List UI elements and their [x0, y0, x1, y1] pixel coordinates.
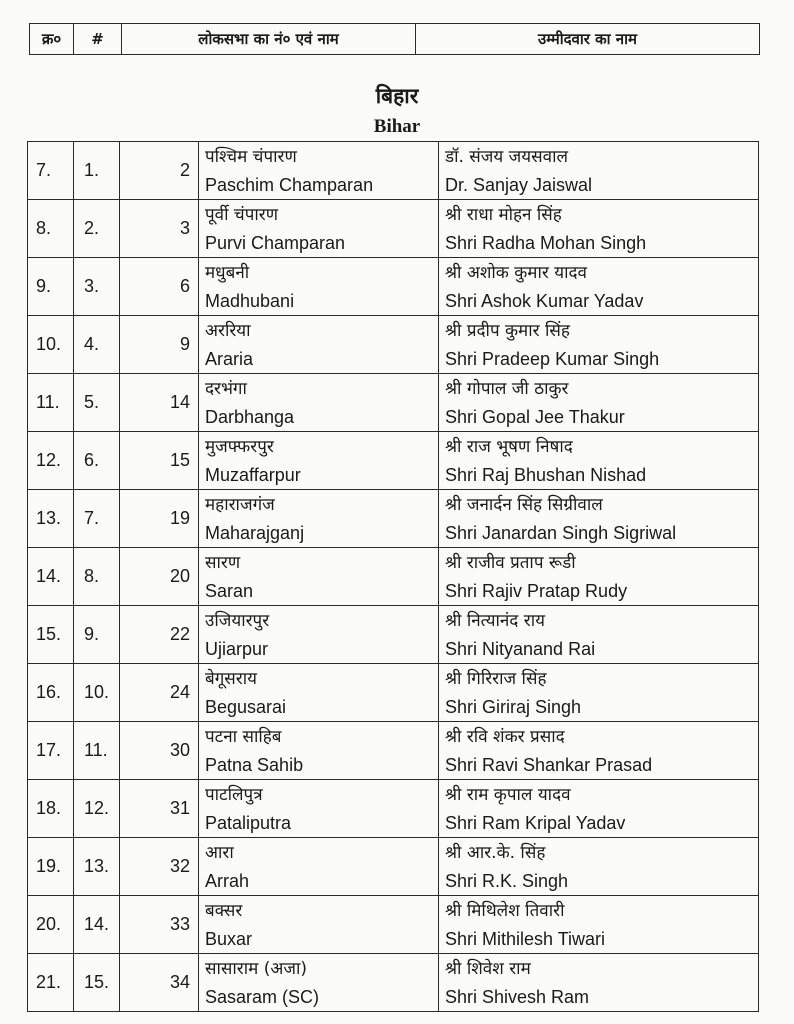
- serial-number: 12.: [28, 432, 74, 490]
- table-row: [28, 896, 759, 954]
- candidate-name-english: Shri Pradeep Kumar Singh: [445, 348, 660, 369]
- candidate-name-english: Shri Giriraj Singh: [445, 696, 582, 717]
- state-title-hindi: बिहार: [375, 84, 419, 108]
- constituency-cell: [199, 896, 439, 954]
- table-row: [28, 374, 759, 432]
- table-row: [28, 780, 759, 838]
- serial-number: 13.: [28, 490, 74, 548]
- table-row: [28, 432, 759, 490]
- candidate-cell: [439, 548, 759, 606]
- table-row: [28, 954, 759, 1012]
- candidate-name-english: Shri Radha Mohan Singh: [445, 232, 647, 253]
- party-serial: 1.: [74, 142, 120, 200]
- candidate-name-english: Shri Rajiv Pratap Rudy: [445, 580, 628, 601]
- candidate-cell: [439, 142, 759, 200]
- candidate-table: [27, 141, 759, 1012]
- column-header-table: [29, 23, 760, 55]
- candidate-name-english: Shri Ravi Shankar Prasad: [445, 754, 653, 775]
- candidate-name-hindi: श्री प्रदीप कुमार सिंह: [445, 320, 570, 341]
- constituency-name-english: Buxar: [205, 928, 253, 949]
- party-serial: 2.: [74, 200, 120, 258]
- constituency-number: 34: [120, 954, 199, 1012]
- header-hash: #: [74, 24, 122, 55]
- constituency-cell: [199, 374, 439, 432]
- constituency-name-hindi: महाराजगंज: [205, 494, 275, 515]
- candidate-cell: [439, 258, 759, 316]
- constituency-name-hindi: पूर्वी चंपारण: [205, 204, 279, 225]
- table-row: [28, 722, 759, 780]
- serial-number: 20.: [28, 896, 74, 954]
- serial-number: 15.: [28, 606, 74, 664]
- candidate-cell: [439, 722, 759, 780]
- header-candidate: उम्मीदवार का नाम: [416, 24, 760, 55]
- constituency-cell: [199, 838, 439, 896]
- constituency-name-hindi: आरा: [205, 842, 234, 863]
- candidate-name-hindi: श्री नित्यानंद राय: [445, 610, 545, 631]
- constituency-number: 20: [120, 548, 199, 606]
- constituency-name-english: Pataliputra: [205, 812, 292, 833]
- serial-number: 16.: [28, 664, 74, 722]
- constituency-name-english: Sasaram (SC): [205, 986, 320, 1007]
- serial-number: 18.: [28, 780, 74, 838]
- constituency-name-hindi: पटना साहिब: [205, 726, 282, 747]
- constituency-number: 24: [120, 664, 199, 722]
- constituency-cell: [199, 548, 439, 606]
- constituency-name-hindi: बेगूसराय: [205, 668, 257, 689]
- serial-number: 9.: [28, 258, 74, 316]
- candidate-name-english: Shri Ashok Kumar Yadav: [445, 290, 644, 311]
- party-serial: 3.: [74, 258, 120, 316]
- constituency-name-hindi: सारण: [205, 552, 241, 573]
- candidate-table-body: [28, 142, 759, 1012]
- candidate-cell: [439, 316, 759, 374]
- constituency-name-hindi: दरभंगा: [205, 378, 247, 399]
- candidate-name-english: Shri Gopal Jee Thakur: [445, 406, 625, 427]
- constituency-number: 9: [120, 316, 199, 374]
- party-serial: 13.: [74, 838, 120, 896]
- state-title-english: Bihar: [373, 116, 421, 137]
- candidate-name-hindi: श्री राम कृपाल यादव: [445, 784, 571, 805]
- constituency-name-english: Begusarai: [205, 696, 287, 717]
- candidate-cell: [439, 432, 759, 490]
- party-serial: 14.: [74, 896, 120, 954]
- party-serial: 9.: [74, 606, 120, 664]
- candidate-name-english: Shri Nityanand Rai: [445, 638, 596, 659]
- candidate-name-hindi: श्री गिरिराज सिंह: [445, 668, 547, 689]
- candidate-name-hindi: श्री रवि शंकर प्रसाद: [445, 726, 565, 747]
- candidate-name-hindi: श्री मिथिलेश तिवारी: [445, 900, 565, 921]
- candidate-name-english: Dr. Sanjay Jaiswal: [445, 174, 593, 195]
- party-serial: 15.: [74, 954, 120, 1012]
- serial-number: 19.: [28, 838, 74, 896]
- constituency-name-english: Ujiarpur: [205, 638, 269, 659]
- constituency-cell: [199, 722, 439, 780]
- constituency-name-english: Arrah: [205, 870, 250, 891]
- constituency-name-hindi: पश्चिम चंपारण: [205, 146, 297, 167]
- constituency-name-english: Maharajganj: [205, 522, 305, 543]
- constituency-name-english: Patna Sahib: [205, 754, 304, 775]
- candidate-name-english: Shri Raj Bhushan Nishad: [445, 464, 647, 485]
- constituency-cell: [199, 954, 439, 1012]
- constituency-cell: [199, 490, 439, 548]
- constituency-name-hindi: बक्सर: [205, 900, 243, 921]
- candidate-name-hindi: श्री अशोक कुमार यादव: [445, 262, 587, 283]
- constituency-name-hindi: मुजफ्फरपुर: [205, 436, 274, 457]
- constituency-name-english: Saran: [205, 580, 254, 601]
- serial-number: 7.: [28, 142, 74, 200]
- candidate-cell: [439, 954, 759, 1012]
- party-serial: 5.: [74, 374, 120, 432]
- constituency-name-english: Araria: [205, 348, 254, 369]
- constituency-number: 15: [120, 432, 199, 490]
- candidate-cell: [439, 606, 759, 664]
- party-serial: 6.: [74, 432, 120, 490]
- candidate-name-hindi: श्री शिवेश राम: [445, 958, 531, 979]
- party-serial: 4.: [74, 316, 120, 374]
- constituency-number: 33: [120, 896, 199, 954]
- constituency-cell: [199, 664, 439, 722]
- table-row: [28, 258, 759, 316]
- constituency-name-hindi: पाटलिपुत्र: [205, 784, 263, 805]
- table-row: [28, 142, 759, 200]
- constituency-cell: [199, 316, 439, 374]
- serial-number: 11.: [28, 374, 74, 432]
- constituency-name-english: Paschim Champaran: [205, 174, 374, 195]
- constituency-name-hindi: अररिया: [205, 320, 251, 341]
- constituency-number: 14: [120, 374, 199, 432]
- constituency-cell: [199, 780, 439, 838]
- constituency-name-hindi: सासाराम (अजा): [205, 958, 307, 979]
- serial-number: 21.: [28, 954, 74, 1012]
- constituency-name-english: Purvi Champaran: [205, 232, 346, 253]
- candidate-name-english: Shri Janardan Singh Sigriwal: [445, 522, 677, 543]
- candidate-name-hindi: श्री आर.के. सिंह: [445, 842, 546, 863]
- candidate-name-hindi: श्री गोपाल जी ठाकुर: [445, 378, 569, 399]
- party-serial: 11.: [74, 722, 120, 780]
- header-constituency: लोकसभा का नं० एवं नाम: [122, 24, 416, 55]
- header-serial: क्र०: [30, 24, 74, 55]
- candidate-name-english: Shri Ram Kripal Yadav: [445, 812, 626, 833]
- candidate-cell: [439, 896, 759, 954]
- serial-number: 17.: [28, 722, 74, 780]
- candidate-name-english: Shri R.K. Singh: [445, 870, 569, 891]
- party-serial: 12.: [74, 780, 120, 838]
- constituency-cell: [199, 200, 439, 258]
- constituency-cell: [199, 142, 439, 200]
- candidate-name-hindi: डॉ. संजय जयसवाल: [445, 146, 569, 167]
- constituency-name-hindi: उजियारपुर: [205, 610, 270, 631]
- table-row: [28, 664, 759, 722]
- column-header-row: [30, 24, 760, 55]
- candidate-cell: [439, 664, 759, 722]
- table-row: [28, 606, 759, 664]
- table-row: [28, 490, 759, 548]
- serial-number: 10.: [28, 316, 74, 374]
- constituency-number: 31: [120, 780, 199, 838]
- constituency-number: 6: [120, 258, 199, 316]
- constituency-cell: [199, 258, 439, 316]
- candidate-name-english: Shri Mithilesh Tiwari: [445, 928, 606, 949]
- serial-number: 8.: [28, 200, 74, 258]
- constituency-number: 22: [120, 606, 199, 664]
- party-serial: 8.: [74, 548, 120, 606]
- constituency-number: 19: [120, 490, 199, 548]
- party-serial: 7.: [74, 490, 120, 548]
- constituency-name-english: Muzaffarpur: [205, 464, 301, 485]
- constituency-cell: [199, 432, 439, 490]
- candidate-cell: [439, 374, 759, 432]
- constituency-number: 30: [120, 722, 199, 780]
- candidate-name-hindi: श्री राजीव प्रताप रूडी: [445, 552, 576, 573]
- table-row: [28, 838, 759, 896]
- table-row: [28, 200, 759, 258]
- constituency-cell: [199, 606, 439, 664]
- constituency-number: 32: [120, 838, 199, 896]
- candidate-cell: [439, 200, 759, 258]
- candidate-name-hindi: श्री जनार्दन सिंह सिग्रीवाल: [445, 494, 603, 515]
- serial-number: 14.: [28, 548, 74, 606]
- constituency-number: 2: [120, 142, 199, 200]
- table-row: [28, 548, 759, 606]
- constituency-name-hindi: मधुबनी: [205, 262, 250, 283]
- constituency-number: 3: [120, 200, 199, 258]
- candidate-name-english: Shri Shivesh Ram: [445, 986, 590, 1007]
- party-serial: 10.: [74, 664, 120, 722]
- table-row: [28, 316, 759, 374]
- candidate-cell: [439, 838, 759, 896]
- candidate-name-hindi: श्री राज भूषण निषाद: [445, 436, 573, 457]
- constituency-name-english: Madhubani: [205, 290, 295, 311]
- constituency-name-english: Darbhanga: [205, 406, 295, 427]
- candidate-name-hindi: श्री राधा मोहन सिंह: [445, 204, 562, 225]
- candidate-cell: [439, 490, 759, 548]
- candidate-cell: [439, 780, 759, 838]
